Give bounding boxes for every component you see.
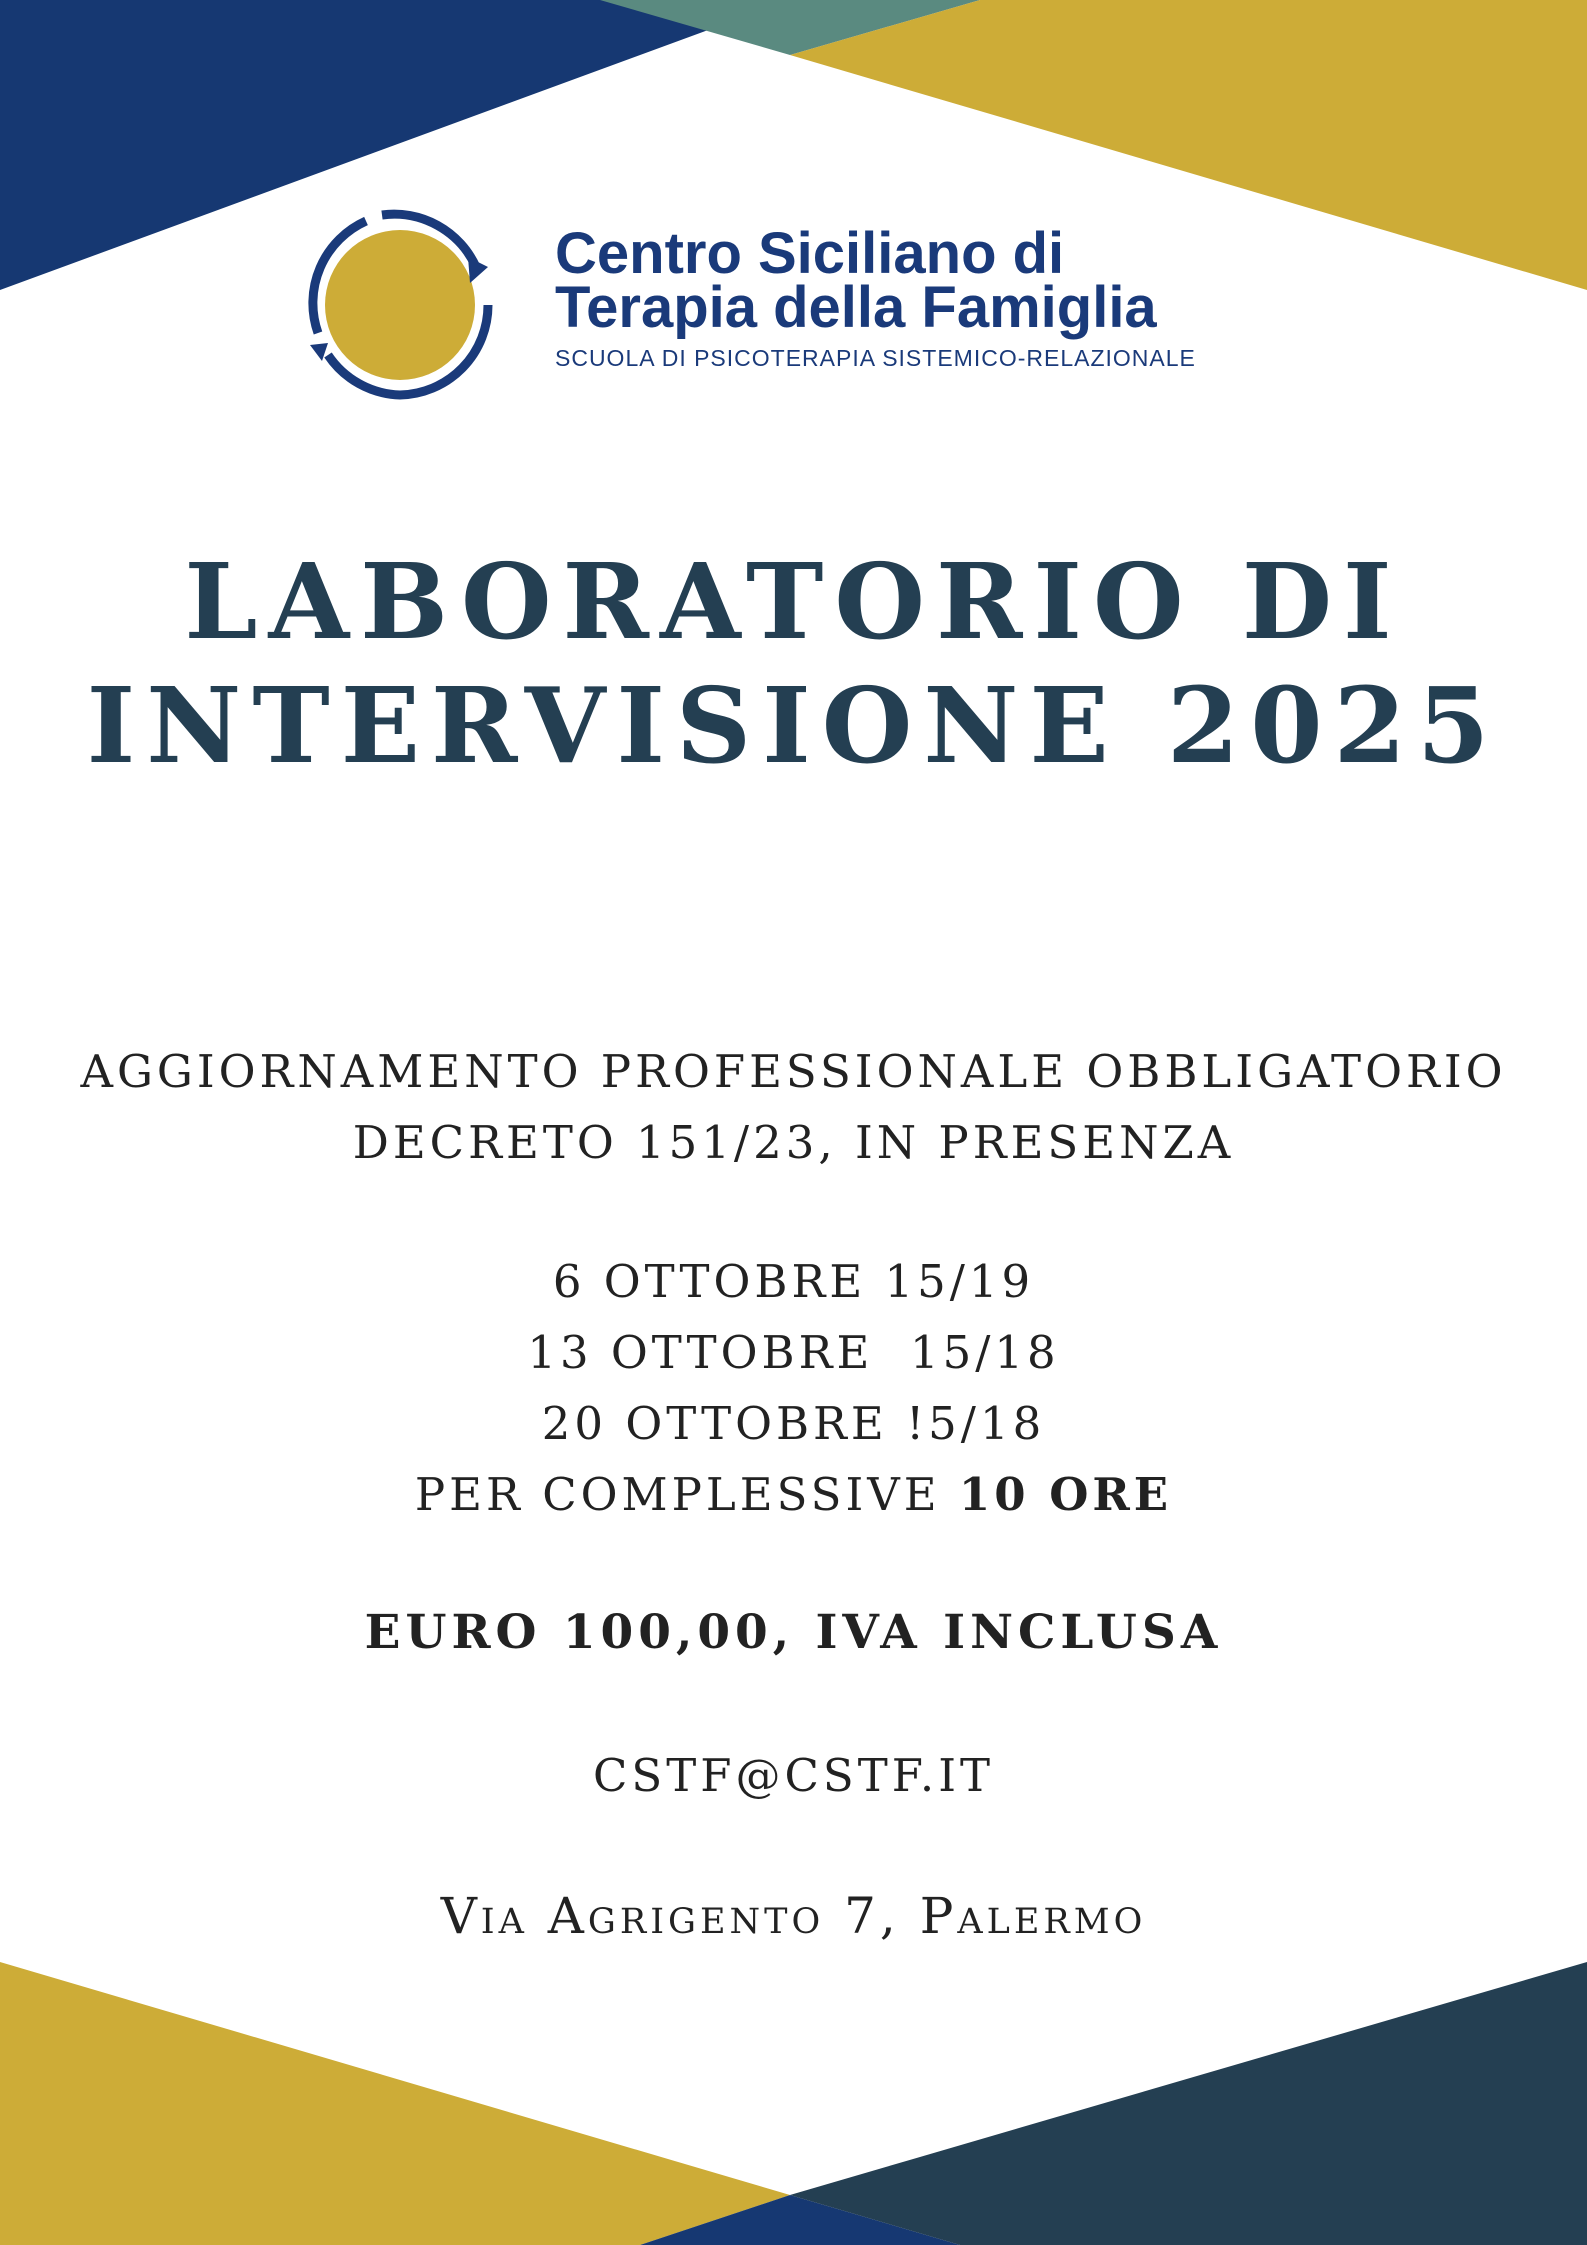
info-line2: DECRETO 151/23, IN PRESENZA: [352, 1116, 1235, 1169]
schedule-date-3: 20 OTTOBRE !5/18: [541, 1397, 1046, 1450]
schedule-date-2: 13 OTTOBRE 15/18: [527, 1326, 1060, 1379]
price: EURO 100,00, IVA INCLUSA: [364, 1605, 1223, 1660]
logo-name-line1: Centro Siciliano di: [555, 221, 1065, 286]
title-line2: INTERVISIONE 2025: [86, 664, 1501, 787]
schedule-total-hours: 10 ORE: [958, 1468, 1173, 1521]
email-link[interactable]: CSTF@CSTF.IT: [592, 1749, 995, 1802]
schedule-total: [0, 1459, 1587, 1530]
logo-text: [555, 221, 1315, 373]
logo-name-line2: Terapia della Famiglia: [555, 275, 1157, 340]
schedule: [0, 1246, 1587, 1530]
bottom-right-slate-shape: [790, 1962, 1587, 2245]
page-title: [0, 540, 1587, 788]
logo: [300, 205, 1300, 405]
course-info: [0, 1036, 1587, 1178]
schedule-total-prefix: PER COMPLESSIVE: [414, 1468, 959, 1521]
address-block: [0, 1881, 1587, 1952]
info-line1: AGGIORNAMENTO PROFESSIONALE OBBLIGATORIO: [80, 1045, 1507, 1098]
price-block: [0, 1597, 1587, 1668]
title-line1: LABORATORIO DI: [184, 540, 1403, 663]
bottom-left-gold-shape: [0, 1962, 790, 2245]
address: Via Agrigento 7, Palermo: [440, 1887, 1147, 1945]
logo-subtitle: SCUOLA DI PSICOTERAPIA SISTEMICO-RELAZIONALE: [555, 345, 1196, 371]
email-block: [0, 1740, 1587, 1811]
schedule-date-1: 6 OTTOBRE 15/19: [552, 1255, 1035, 1308]
logo-circle-arrows-icon: [300, 205, 500, 405]
